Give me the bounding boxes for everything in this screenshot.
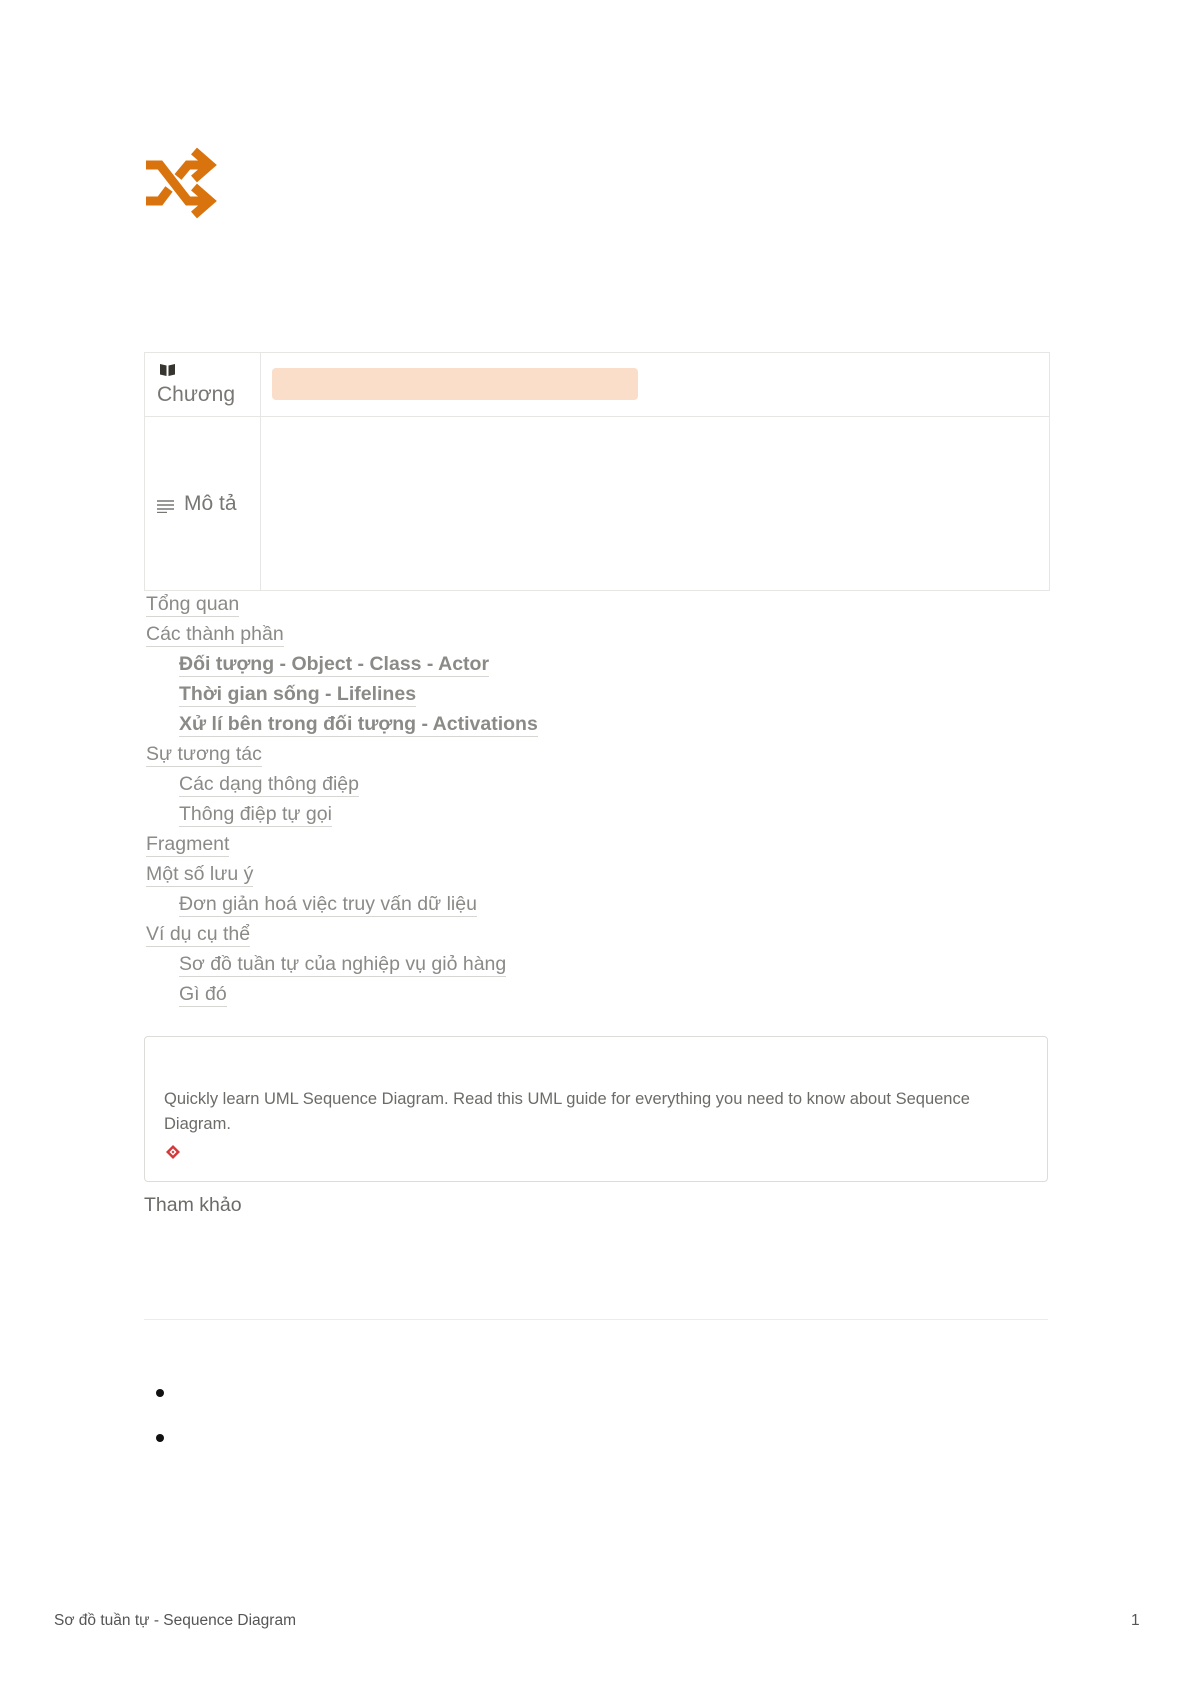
text-lines-icon (157, 499, 174, 513)
toc-item[interactable]: Thông điệp tự gọi (179, 803, 332, 825)
toc-item[interactable]: Các thành phần (146, 623, 284, 645)
toc-item[interactable]: Ví dụ cụ thể (146, 923, 251, 945)
divider (144, 1319, 1048, 1320)
toc-item[interactable]: Sơ đồ tuần tự của nghiệp vụ giỏ hàng (179, 953, 507, 975)
property-name (145, 417, 261, 590)
bookmark-caption: Tham khảo (144, 1194, 242, 1216)
toc-item[interactable]: Fragment (146, 833, 230, 855)
toc-item[interactable]: Thời gian sống - Lifelines (179, 683, 417, 705)
toc-item[interactable]: Gì đó (179, 983, 227, 1005)
red-diamond-logo-icon (166, 1145, 180, 1159)
shuffle-arrows-icon (146, 146, 220, 220)
property-value-chapter[interactable] (261, 353, 1049, 416)
bookmark-description: Quickly learn UML Sequence Diagram. Read this UML guide for everything you need to know about Sequence Diagram. (164, 1090, 970, 1133)
footer-title: Sơ đồ tuần tự - Sequence Diagram (54, 1612, 296, 1629)
web-bookmark-card[interactable] (144, 1036, 1048, 1182)
page-number: 1 (1131, 1612, 1140, 1629)
properties-table (144, 352, 1050, 591)
table-of-contents (146, 593, 538, 1013)
toc-item[interactable]: Đơn giản hoá việc truy vấn dữ liệu (179, 893, 477, 915)
property-label-chapter: Chương (157, 383, 236, 406)
toc-item[interactable]: Một số lưu ý (146, 863, 254, 885)
property-name (145, 353, 261, 416)
toc-item[interactable]: Tổng quan (146, 593, 240, 615)
property-row-chapter (145, 353, 1049, 417)
toc-item[interactable]: Xử lí bên trong đối tượng - Activations (179, 713, 538, 735)
chapter-tag[interactable] (272, 368, 638, 400)
property-row-description (145, 417, 1049, 590)
property-value-description[interactable] (261, 417, 1049, 590)
toc-item[interactable]: Sự tương tác (146, 743, 262, 765)
property-label-description: Mô tả (184, 491, 237, 515)
toc-item[interactable]: Các dạng thông điệp (179, 773, 359, 795)
open-book-icon (159, 363, 176, 377)
toc-item[interactable]: Đối tượng - Object - Class - Actor (179, 653, 490, 675)
